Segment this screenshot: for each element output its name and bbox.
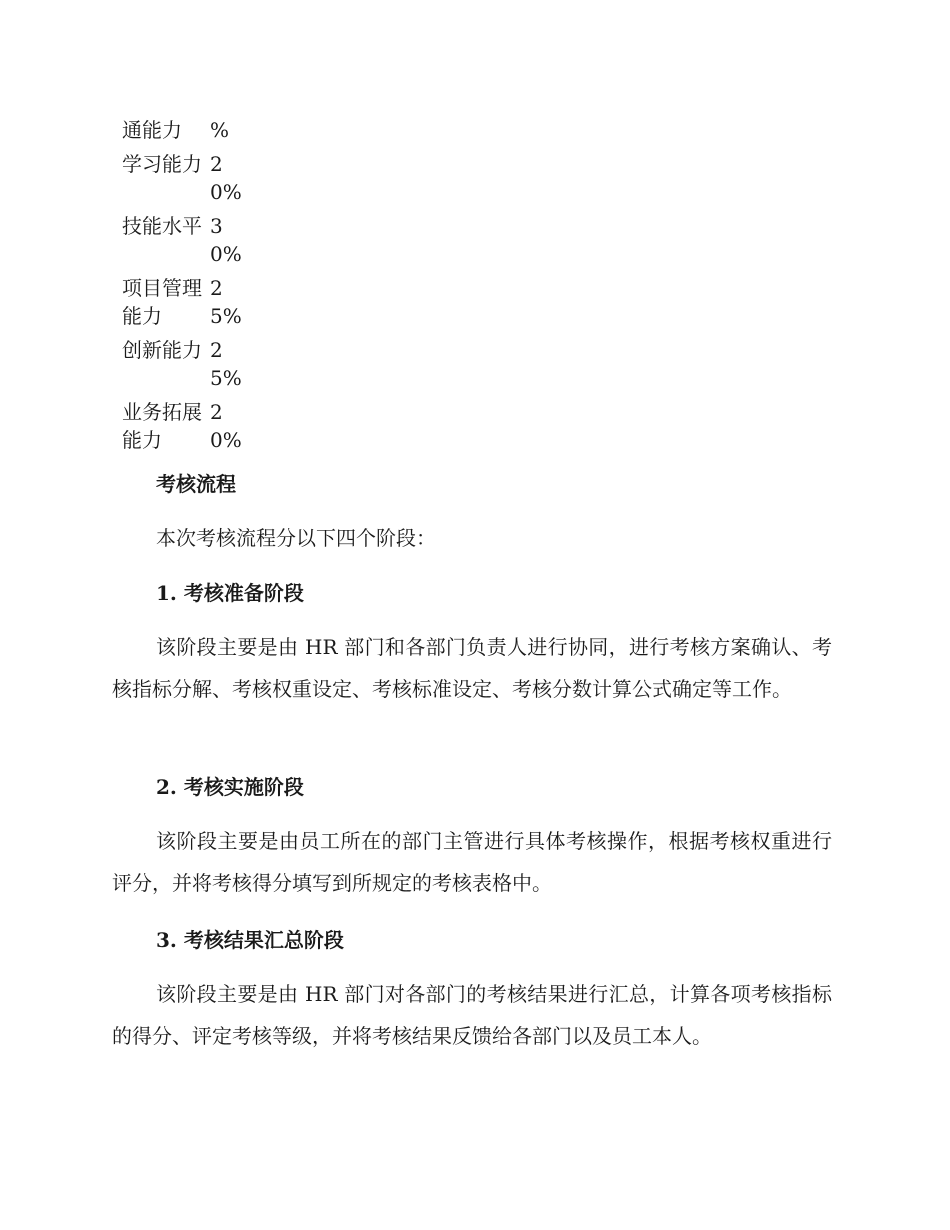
stage-body: 该阶段主要是由员工所在的部门主管进行具体考核操作，根据考核权重进行评分，并将考核得分填写到所规定的考核表格中。 xyxy=(112,829,832,895)
section-title: 考核流程 xyxy=(156,472,236,496)
table-cell-item: 学习能力 xyxy=(122,152,202,176)
table-row xyxy=(122,116,242,150)
table-row xyxy=(122,274,242,336)
stage-title: 3. 考核结果汇总阶段 xyxy=(156,928,344,952)
table-cell-item: 项目管理能力 xyxy=(122,276,202,328)
table-cell-item: 技能水平 xyxy=(122,214,202,238)
section-intro: 本次考核流程分以下四个阶段： xyxy=(156,526,436,550)
table-cell-weight: 25% xyxy=(210,276,242,328)
table-row xyxy=(122,212,242,274)
weight-table xyxy=(122,116,242,460)
stage-body: 该阶段主要是由 HR 部门对各部门的考核结果进行汇总，计算各项考核指标的得分、评定考核等级，并将考核结果反馈给各部门以及员工本人。 xyxy=(112,982,832,1048)
stage-body: 该阶段主要是由 HR 部门和各部门负责人进行协同，进行考核方案确认、考核指标分解、考核权重设定、考核标准设定、考核分数计算公式确定等工作。 xyxy=(112,635,832,701)
stage-title: 1. 考核准备阶段 xyxy=(156,581,304,605)
table-cell-weight: 20% xyxy=(210,152,242,204)
table-cell-weight: 20% xyxy=(210,400,242,452)
stage-title: 2. 考核实施阶段 xyxy=(156,775,304,799)
table-cell-weight: % xyxy=(210,118,230,142)
table-cell-item: 业务拓展能力 xyxy=(122,400,202,452)
table-row xyxy=(122,398,242,460)
table-cell-weight: 30% xyxy=(210,214,242,266)
table-cell-item: 创新能力 xyxy=(122,338,202,362)
table-cell-weight: 25% xyxy=(210,338,242,390)
table-row xyxy=(122,336,242,398)
table-row xyxy=(122,150,242,212)
table-cell-item: 通能力 xyxy=(122,118,182,142)
